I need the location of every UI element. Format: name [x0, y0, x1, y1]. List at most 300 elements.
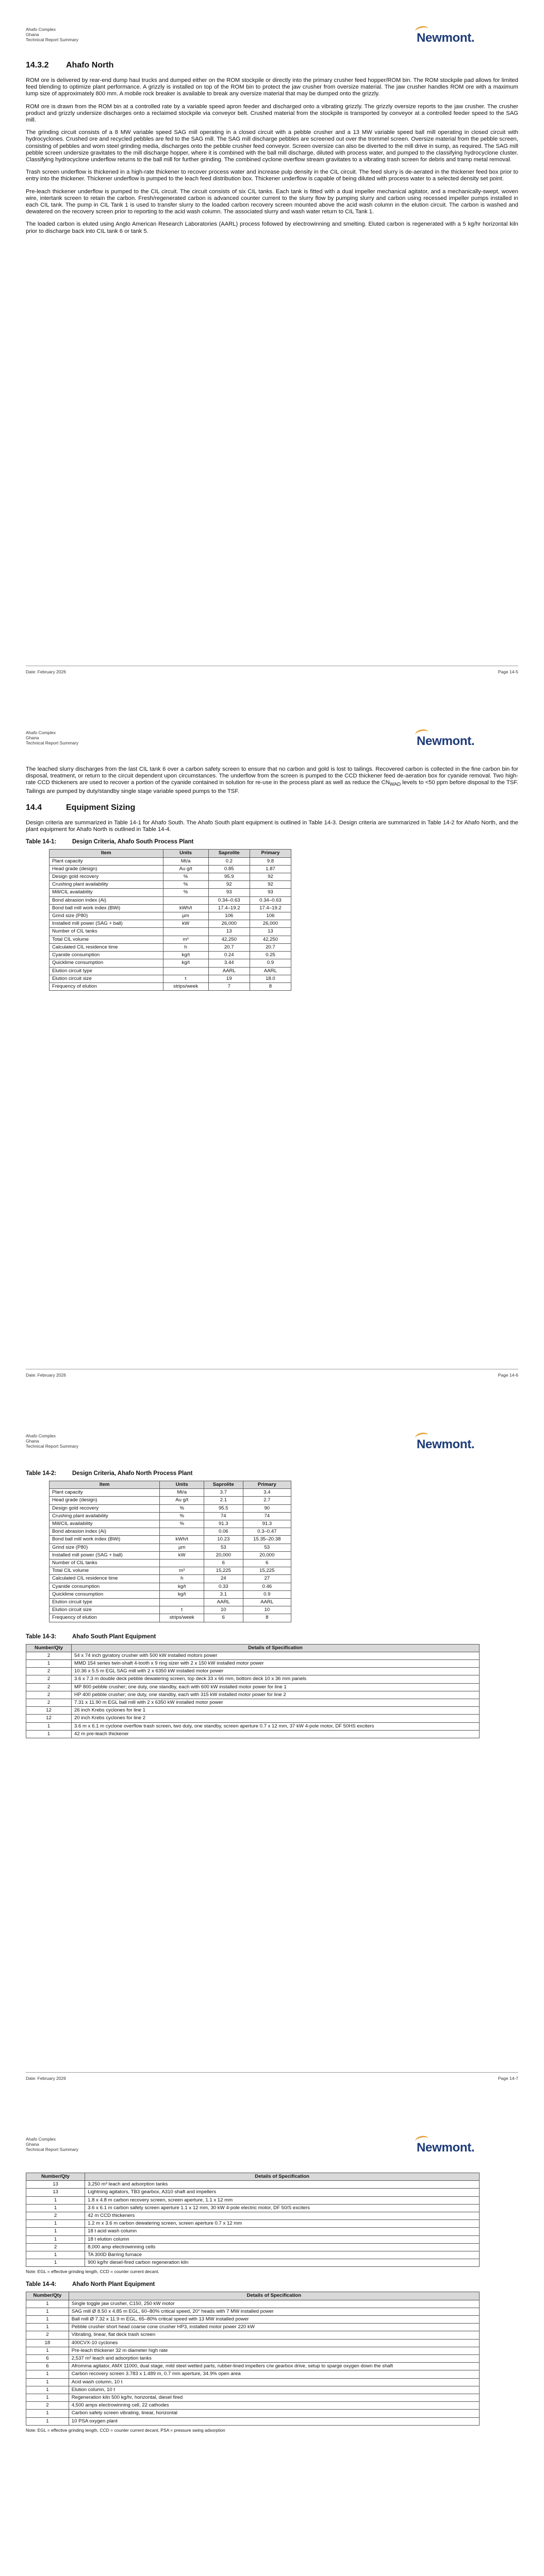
- table-cell: 0.46: [243, 1583, 291, 1590]
- table-row: [26, 2259, 480, 2267]
- table-cell: [163, 928, 208, 936]
- table-cell: Frequency of elution: [50, 1614, 160, 1622]
- page-footer: [26, 666, 518, 674]
- table-cell: 53: [204, 1544, 243, 1551]
- table-cell: kWh/t: [160, 1536, 204, 1544]
- table-cell: %: [160, 1520, 204, 1528]
- table-row: [26, 2204, 480, 2212]
- table-cell: 0.06: [204, 1528, 243, 1536]
- table-caption: Table 14-3: Ahafo South Plant Equipment: [26, 1633, 156, 1640]
- table-cell: 15,225: [204, 1567, 243, 1575]
- column-header: Details of Specification: [72, 1644, 480, 1652]
- table-cell: HP 400 pebble crusher; one duty, one standby, each with 315 kW installed motor power for line 2: [72, 1691, 480, 1699]
- table-cell: Calculated CIL residence time: [50, 943, 163, 951]
- table-cell: 2.1: [204, 1497, 243, 1504]
- table-row: [26, 2331, 480, 2339]
- table-row: [26, 1722, 480, 1730]
- body-paragraph: The loaded carbon is eluted using Anglo American Research Laboratories (AARL) process followed by electrowinning and smelting. Eluted carbon is regenerated with a 5 kg/hr horizontal kiln prior to discharge back into CIL tank 6 or tank 5.: [26, 221, 518, 234]
- table-header-row: [50, 850, 291, 857]
- page-body: [26, 61, 518, 241]
- table-row: [50, 975, 291, 982]
- table-cell: 3.6 m x 6.1 m cyclone overflow trash screen, two duty, one standby, screen aperture 0.7 x 12 mm, 37 kW 4-pole motor, DF 50HS exciters: [72, 1722, 480, 1730]
- header-line: Ahafo Complex: [26, 1433, 56, 1438]
- table-row: [26, 2417, 480, 2425]
- table-cell: 95.5: [204, 1504, 243, 1512]
- table-cell: 12: [26, 1707, 72, 1715]
- table-cell: 1: [26, 2220, 85, 2228]
- page-body: [26, 766, 518, 991]
- section-heading: 14.4 Equipment Sizing: [26, 803, 136, 812]
- table-header-row: [26, 2292, 480, 2300]
- body-paragraph: The grinding circuit consists of a 8 MW variable speed SAG mill operating in a closed circuit with a pebble crusher and a 13 MW variable speed ball mill operating in closed circuit with hydrocyclones. Crushed ore and recycled pebbles are fed to the SAG mill. The SAG mill discharge pebbles are screened out over the trommel screen. Oversize material from the pebble screen, consisting of pebbles and worn steel grinding media, discharges onto the pebble crusher feed conveyor. Screen oversize can also be diverted to the mill drive in sump, as required. The SAG mill pebble screen undersize gravitates to the mill discharge hopper, where it is combined with the ball mill discharge, diluted with process water, and pumped to the classifying hydrocyclone cluster. Classifying hydrocyclone underflow returns to the ball mill for further grinding. The combined cyclone overflow stream gravitates to a vibrating trash screen for debris and tramp metal removal.: [26, 129, 518, 163]
- header-line: Technical Report Summary: [26, 1444, 79, 1449]
- table-cell: 20.7: [250, 943, 291, 951]
- table-cell: 13: [26, 2181, 85, 2189]
- table-row: [50, 1583, 291, 1590]
- table-row: [26, 2243, 480, 2251]
- page-header: [26, 2137, 78, 2152]
- page-4: [0, 2110, 544, 2576]
- table-cell: %: [163, 881, 208, 889]
- table-cell: Mt/a: [160, 1489, 204, 1497]
- table-cell: kW: [163, 920, 208, 928]
- header-line: Technical Report Summary: [26, 2147, 79, 2152]
- table-caption: Table 14-4: Ahafo North Plant Equipment: [26, 2281, 155, 2288]
- table-cell: 20,000: [204, 1551, 243, 1559]
- table-cell: Grind size (P80): [50, 912, 163, 920]
- table-cell: 1: [26, 2228, 85, 2235]
- header-line: Ahafo Complex: [26, 27, 56, 32]
- table-cell: kWh/t: [163, 904, 208, 912]
- table-cell: 106: [250, 912, 291, 920]
- table-cell: 2: [26, 1668, 72, 1675]
- table-cell: 0.33: [204, 1583, 243, 1590]
- table-cell: 400CVX-10 cyclones: [69, 2339, 479, 2347]
- column-header: Units: [163, 850, 208, 857]
- table-row: [26, 2212, 480, 2220]
- table-cell: Plant capacity: [50, 1489, 160, 1497]
- table-cell: m³: [160, 1567, 204, 1575]
- table-cell: 15,225: [243, 1567, 291, 1575]
- table-cell: Installed mill power (SAG + ball): [50, 1551, 160, 1559]
- header-line: Ghana: [26, 32, 39, 37]
- table-row: [50, 896, 291, 904]
- table-row: [26, 1675, 480, 1683]
- page-number: Page 14-7: [498, 2076, 518, 2081]
- table-row: [26, 2220, 480, 2228]
- table-cell: 1: [26, 2316, 69, 2324]
- table-cell: 74: [243, 1512, 291, 1520]
- table-row: [26, 1652, 480, 1659]
- table-cell: [160, 1528, 204, 1536]
- table-cell: Carbon recovery screen 3.783 x 1.489 m, 0.7 mm aperture, 34.9% open area: [69, 2370, 479, 2378]
- table-row: [50, 1560, 291, 1567]
- body-paragraph: ROM ore is drawn from the ROM bin at a controlled rate by a variable speed apron feeder and discharged onto a vibrating grizzly. The grizzly oversize reports to the jaw crusher. The crusher product and grizzly undersize discharges onto a reclaimed stockpile via conveyor belt. Crushed material from the stockpile is transported by conveyor at a controlled feeder speed to the SAG mill.: [26, 103, 518, 124]
- table-row: [26, 1707, 480, 1715]
- table-cell: Carbon safety screen vibrating, linear, horizontal: [69, 2410, 479, 2417]
- table-row: [26, 2355, 480, 2363]
- design-criteria-north-table: [49, 1481, 291, 1622]
- table-row: [50, 889, 291, 896]
- table-row: [50, 857, 291, 865]
- north-equipment-table: [26, 2292, 480, 2425]
- table-cell: 20,000: [243, 1551, 291, 1559]
- table-row: [50, 1575, 291, 1583]
- table-row: [50, 1599, 291, 1606]
- table-cell: strips/week: [163, 982, 208, 990]
- body-paragraph: ROM ore is delivered by rear-end dump haul trucks and dumped either on the ROM stockpile or directly into the primary crusher feed hopper/ROM bin. The ROM stockpile pad allows for limited feed blending to optimize plant performance. A grizzly is installed on top of the ROM bin to protect the jaw crusher from oversize material. The jaw crusher handles ROM ore with a maximum lump size of approximately 800 mm. A mobile rock breaker is available to break any oversize material that may be dumped onto the grizzly.: [26, 77, 518, 97]
- page-number: Page 14-6: [498, 1372, 518, 1378]
- column-header: Number/Qty: [26, 1644, 72, 1652]
- table-cell: Mill/CIL availability: [50, 889, 163, 896]
- table-cell: 2: [26, 2402, 69, 2410]
- table-cell: Crushing plant availability: [50, 881, 163, 889]
- table-row: [26, 2181, 480, 2189]
- table-cell: Number of CIL tanks: [50, 1560, 160, 1567]
- table-header-row: [26, 2173, 480, 2181]
- table-cell: AARL: [204, 1599, 243, 1606]
- table-cell: 54 x 74 inch gyratory crusher with 500 kW installed motors power: [72, 1652, 480, 1659]
- table-cell: 8: [243, 1614, 291, 1622]
- table-cell: Total CIL volume: [50, 936, 163, 943]
- table-cell: 95.9: [208, 873, 250, 881]
- table-cell: Elution circuit type: [50, 967, 163, 975]
- table-cell: 0.3–0.47: [243, 1528, 291, 1536]
- table-cell: t: [160, 1606, 204, 1614]
- table-row: [26, 2228, 480, 2235]
- table-cell: 74: [204, 1512, 243, 1520]
- table-cell: 3.44: [208, 959, 250, 967]
- design-criteria-south-table: [49, 849, 291, 991]
- table-cell: Design gold recovery: [50, 873, 163, 881]
- table-cell: 0.24: [208, 952, 250, 959]
- newmont-logo: Newmont.: [417, 31, 474, 45]
- table-row: [50, 1504, 291, 1512]
- table-cell: 6: [204, 1614, 243, 1622]
- table-row: [26, 2316, 480, 2324]
- table-cell: 1: [26, 2417, 69, 2425]
- column-header: Primary: [250, 850, 291, 857]
- page-body: [26, 1468, 518, 1738]
- table-cell: strips/week: [160, 1614, 204, 1622]
- table-cell: 7: [208, 982, 250, 990]
- table-cell: 10.23: [204, 1536, 243, 1544]
- body-paragraph: Trash screen underflow is thickened in a high-rate thickener to recover process water and increase pulp density in the CIL circuit. The feed slurry is de-aerated in the thickener feed box prior to entry into the thickener. Thickener underflow is pumped to the leach feed distribution box. Thickener underflow is capable of being diluted with process water to a selected density set point.: [26, 169, 518, 182]
- table-cell: 1: [26, 2324, 69, 2331]
- table-cell: m³: [163, 936, 208, 943]
- table-header-row: [50, 1481, 291, 1489]
- column-header: Primary: [243, 1481, 291, 1489]
- table-cell: Total CIL volume: [50, 1567, 160, 1575]
- table-cell: SAG mill Ø 8.50 x 4.85 m EGL, 60–80% critical speed, 20° heads with 7 MW installed power: [69, 2308, 479, 2315]
- table-caption: Table 14-1: Design Criteria, Ahafo South Process Plant: [26, 839, 194, 845]
- page-header: [26, 1433, 78, 1449]
- table-cell: MP 800 pebble crusher; one duty, one standby, each with 600 kW installed motor power for line 1: [72, 1683, 480, 1691]
- table-cell: 13: [250, 928, 291, 936]
- table-row: [26, 2235, 480, 2243]
- table-cell: 10: [204, 1606, 243, 1614]
- table-row: [50, 982, 291, 990]
- table-cell: 42,250: [250, 936, 291, 943]
- table-cell: 10 PSA oxygen plant: [69, 2417, 479, 2425]
- table-cell: 17.4–19.2: [208, 904, 250, 912]
- table-cell: 1: [26, 2196, 85, 2204]
- table-cell: Bond ball mill work index (BWi): [50, 904, 163, 912]
- table-row: [50, 1567, 291, 1575]
- table-cell: [160, 1560, 204, 1567]
- table-cell: 92: [250, 881, 291, 889]
- table-cell: µm: [163, 912, 208, 920]
- table-row: [26, 2324, 480, 2331]
- table-cell: Frequency of elution: [50, 982, 163, 990]
- table-row: [50, 912, 291, 920]
- newmont-logo: Newmont.: [417, 734, 474, 749]
- section-heading: 14.3.2 Ahafo North: [26, 61, 114, 70]
- table-cell: 0.9: [250, 959, 291, 967]
- table-cell: 20 inch Krebs cyclones for line 2: [72, 1715, 480, 1722]
- table-cell: kg/t: [163, 959, 208, 967]
- table-cell: 15.35–20.38: [243, 1536, 291, 1544]
- table-cell: 42 m pre-leach thickener: [72, 1730, 480, 1738]
- header-line: Ahafo Complex: [26, 730, 56, 735]
- table-cell: 2.7: [243, 1497, 291, 1504]
- table-header-row: [26, 1644, 480, 1652]
- page-1: [0, 0, 544, 703]
- table-cell: 18: [26, 2339, 69, 2347]
- header-line: Ghana: [26, 1438, 39, 1444]
- table-note: Note: EGL = effective grinding length, CCD = counter current decant, PSA = pressure swing adsorption: [26, 2427, 225, 2433]
- table-row: [50, 943, 291, 951]
- table-cell: 17.4–19.2: [250, 904, 291, 912]
- table-cell: 2: [26, 1683, 72, 1691]
- table-row: [26, 2347, 480, 2354]
- table-cell: 7.31 x 11.90 m EGL ball mill with 2 x 6350 kW installed motor power: [72, 1699, 480, 1707]
- table-cell: 4,500 amps electrowinning cell, 22 cathodes: [69, 2402, 479, 2410]
- table-cell: 106: [208, 912, 250, 920]
- table-row: [26, 1660, 480, 1668]
- table-cell: MMD 154 series twin-shaft 4-tooth x 9 ring sizer with 2 x 150 kW installed motor power: [72, 1660, 480, 1668]
- table-cell: 10.36 x 5.5 m EGL SAG mill with 2 x 6350 kW installed motor power: [72, 1668, 480, 1675]
- table-row: [26, 2402, 480, 2410]
- table-cell: 3.1: [204, 1590, 243, 1598]
- table-row: [26, 2189, 480, 2196]
- table-cell: 90: [243, 1504, 291, 1512]
- table-cell: 1: [26, 1722, 72, 1730]
- table-cell: 2: [26, 1652, 72, 1659]
- table-row: [50, 904, 291, 912]
- table-note: Note: EGL = effective grinding length, CCD = counter current decant.: [26, 2269, 159, 2275]
- table-row: [26, 2339, 480, 2347]
- footer-date: Date: February 2026: [26, 2076, 66, 2081]
- table-row: [50, 881, 291, 889]
- table-cell: Acid wash column, 10 t: [69, 2378, 479, 2386]
- south-equipment-table: [26, 1644, 480, 1738]
- table-cell: 42 m CCD thickeners: [85, 2212, 480, 2220]
- table-cell: AARL: [208, 967, 250, 975]
- table-cell: 1.2 m x 3.6 m carbon dewatering screen, screen aperture 0.7 x 12 mm: [85, 2220, 480, 2228]
- table-cell: %: [160, 1512, 204, 1520]
- table-row: [26, 2410, 480, 2417]
- table-row: [50, 1489, 291, 1497]
- header-line: Ahafo Complex: [26, 2137, 56, 2142]
- table-cell: 1: [26, 2378, 69, 2386]
- table-cell: [160, 1599, 204, 1606]
- table-row: [50, 873, 291, 881]
- table-row: [26, 1699, 480, 1707]
- page-number: Page 14-5: [498, 669, 518, 674]
- table-cell: 1: [26, 2347, 69, 2354]
- page-body: [26, 2173, 518, 2440]
- table-cell: Vibrating, linear, flat deck trash screen: [69, 2331, 479, 2339]
- table-cell: 3.6 x 7.3 m double deck pebble dewatering screen, top deck 33 x 66 mm, bottom deck 10 x 36 mm panels: [72, 1675, 480, 1683]
- table-cell: 2,537 m³ leach and adsorption tanks: [69, 2355, 479, 2363]
- table-row: [50, 928, 291, 936]
- table-cell: 9.8: [250, 857, 291, 865]
- table-cell: 0.34–0.63: [208, 896, 250, 904]
- table-row: [26, 2300, 480, 2308]
- table-row: [26, 1668, 480, 1675]
- table-cell: Design gold recovery: [50, 1504, 160, 1512]
- table-cell: µm: [160, 1544, 204, 1551]
- table-cell: 26,000: [250, 920, 291, 928]
- table-cell: 53: [243, 1544, 291, 1551]
- table-cell: 1: [26, 2308, 69, 2315]
- table-cell: Head grade (design): [50, 1497, 160, 1504]
- table-cell: Elution column, 10 t: [69, 2386, 479, 2394]
- column-header: Item: [50, 850, 163, 857]
- table-cell: Elution circuit size: [50, 1606, 160, 1614]
- table-cell: Head grade (design): [50, 865, 163, 873]
- table-cell: 13: [208, 928, 250, 936]
- column-header: Units: [160, 1481, 204, 1489]
- table-cell: 1.8 x 4.8 m carbon recovery screen, screen aperture, 1.1 x 12 mm: [85, 2196, 480, 2204]
- table-cell: Afromma agitator, AMX 11000, dual stage, mild steel wetted parts, rubber-lined impellers c/w gearbox drive, setup to sparge oxygen down the shaft: [69, 2363, 479, 2370]
- table-cell: 93: [208, 889, 250, 896]
- table-cell: 3.6 x 6.1 m carbon safety screen aperture 1.1 x 12 mm, 30 kW 4-pole electric motor, DF 50/S exciters: [85, 2204, 480, 2212]
- table-row: [50, 1614, 291, 1622]
- column-header: Saprolite: [208, 850, 250, 857]
- page-3: [0, 1406, 544, 2110]
- footer-date: Date: February 2026: [26, 1372, 66, 1378]
- table-cell: 26 inch Krebs cyclones for line 1: [72, 1707, 480, 1715]
- table-cell: 1: [26, 2235, 85, 2243]
- header-line: Ghana: [26, 735, 39, 740]
- table-cell: 91.3: [243, 1520, 291, 1528]
- header-line: Ghana: [26, 2142, 39, 2147]
- column-header: Number/Qty: [26, 2292, 69, 2300]
- table-cell: 0.85: [208, 865, 250, 873]
- table-cell: Cyanide consumption: [50, 1583, 160, 1590]
- table-cell: 8: [250, 982, 291, 990]
- table-cell: 1: [26, 1730, 72, 1738]
- column-header: Details of Specification: [69, 2292, 479, 2300]
- table-row: [26, 2196, 480, 2204]
- page-header: [26, 27, 78, 42]
- table-cell: Quicklime consumption: [50, 959, 163, 967]
- table-cell: 6: [26, 2355, 69, 2363]
- table-row: [50, 920, 291, 928]
- table-cell: Bond ball mill work index (BWi): [50, 1536, 160, 1544]
- table-row: [50, 1497, 291, 1504]
- table-cell: t: [163, 975, 208, 982]
- table-cell: Crushing plant availability: [50, 1512, 160, 1520]
- table-cell: 42,250: [208, 936, 250, 943]
- table-cell: 2: [26, 2212, 85, 2220]
- table-cell: Mt/a: [163, 857, 208, 865]
- table-cell: h: [160, 1575, 204, 1583]
- table-cell: 6: [26, 2363, 69, 2370]
- table-row: [26, 2386, 480, 2394]
- table-row: [26, 2251, 480, 2259]
- table-cell: 18.0: [250, 975, 291, 982]
- table-cell: 12: [26, 1715, 72, 1722]
- table-cell: 1: [26, 2386, 69, 2394]
- table-row: [26, 2363, 480, 2370]
- table-row: [50, 865, 291, 873]
- table-cell: 93: [250, 889, 291, 896]
- newmont-logo: Newmont.: [417, 2141, 474, 2155]
- table-cell: 27: [243, 1575, 291, 1583]
- table-cell: Regeneration kiln 500 kg/hr, horizontal, diesel fired: [69, 2394, 479, 2402]
- table-cell: 1: [26, 2259, 85, 2267]
- table-cell: 2: [26, 1699, 72, 1707]
- table-row: [50, 1590, 291, 1598]
- table-cell: Installed mill power (SAG + ball): [50, 920, 163, 928]
- table-cell: %: [163, 873, 208, 881]
- table-cell: 3.4: [243, 1489, 291, 1497]
- table-row: [50, 967, 291, 975]
- page-2: [0, 703, 544, 1406]
- table-cell: 26,000: [208, 920, 250, 928]
- table-cell: kg/t: [160, 1590, 204, 1598]
- table-row: [50, 936, 291, 943]
- page-header: [26, 730, 78, 745]
- table-cell: 2: [26, 1691, 72, 1699]
- table-row: [26, 1691, 480, 1699]
- south-equipment-table-continued: [26, 2173, 480, 2267]
- table-cell: 3,250 m³ leach and adsorption tanks: [85, 2181, 480, 2189]
- table-cell: Plant capacity: [50, 857, 163, 865]
- table-cell: Bond abrasion index (Ai): [50, 1528, 160, 1536]
- body-paragraph: The leached slurry discharges from the last CIL tank 6 over a carbon safety screen to ensure that no carbon and gold is lost to tailings. Recovered carbon is collected in the fine carbon bin for disposal, treatment, or return to the circuit dependent upon circumstances. The underflow from the screen is pumped to the CCD thickener feed de-aeration box for cyanide removal. Two high-rate CCD thickeners are used to recover a portion of the cyanide contained in solution for re-use in the process plant as well as reduce the $CN_{WAD}$ levels to <50 ppm before disposal to the TSF. Tailings are pumped by duty/standby single stage variable speed pumps to the TSF.: [26, 766, 518, 794]
- table-row: [26, 2394, 480, 2402]
- table-cell: 92: [208, 881, 250, 889]
- table-cell: AARL: [250, 967, 291, 975]
- table-cell: 1: [26, 2251, 85, 2259]
- table-cell: 13: [26, 2189, 85, 2196]
- table-cell: 1: [26, 2394, 69, 2402]
- table-row: [26, 2378, 480, 2386]
- table-row: [26, 1683, 480, 1691]
- table-cell: kg/t: [160, 1583, 204, 1590]
- table-row: [50, 1606, 291, 1614]
- table-cell: 8,000 amp electrowinning cells: [85, 2243, 480, 2251]
- table-cell: 900 kg/hr diesel-fired carbon regeneration kiln: [85, 2259, 480, 2267]
- table-cell: 6: [204, 1560, 243, 1567]
- table-cell: kW: [160, 1551, 204, 1559]
- table-cell: Quicklime consumption: [50, 1590, 160, 1598]
- table-cell: 1: [26, 2410, 69, 2417]
- table-cell: 18 t elution column: [85, 2235, 480, 2243]
- table-row: [26, 1715, 480, 1722]
- table-cell: 0.9: [243, 1590, 291, 1598]
- table-cell: Pre-leach thickener 32 m diameter high rate: [69, 2347, 479, 2354]
- table-caption: Table 14-2: Design Criteria, Ahafo North Process Plant: [26, 1470, 193, 1477]
- table-row: [50, 1551, 291, 1559]
- table-cell: 0.2: [208, 857, 250, 865]
- table-row: [50, 1536, 291, 1544]
- table-cell: Cyanide consumption: [50, 952, 163, 959]
